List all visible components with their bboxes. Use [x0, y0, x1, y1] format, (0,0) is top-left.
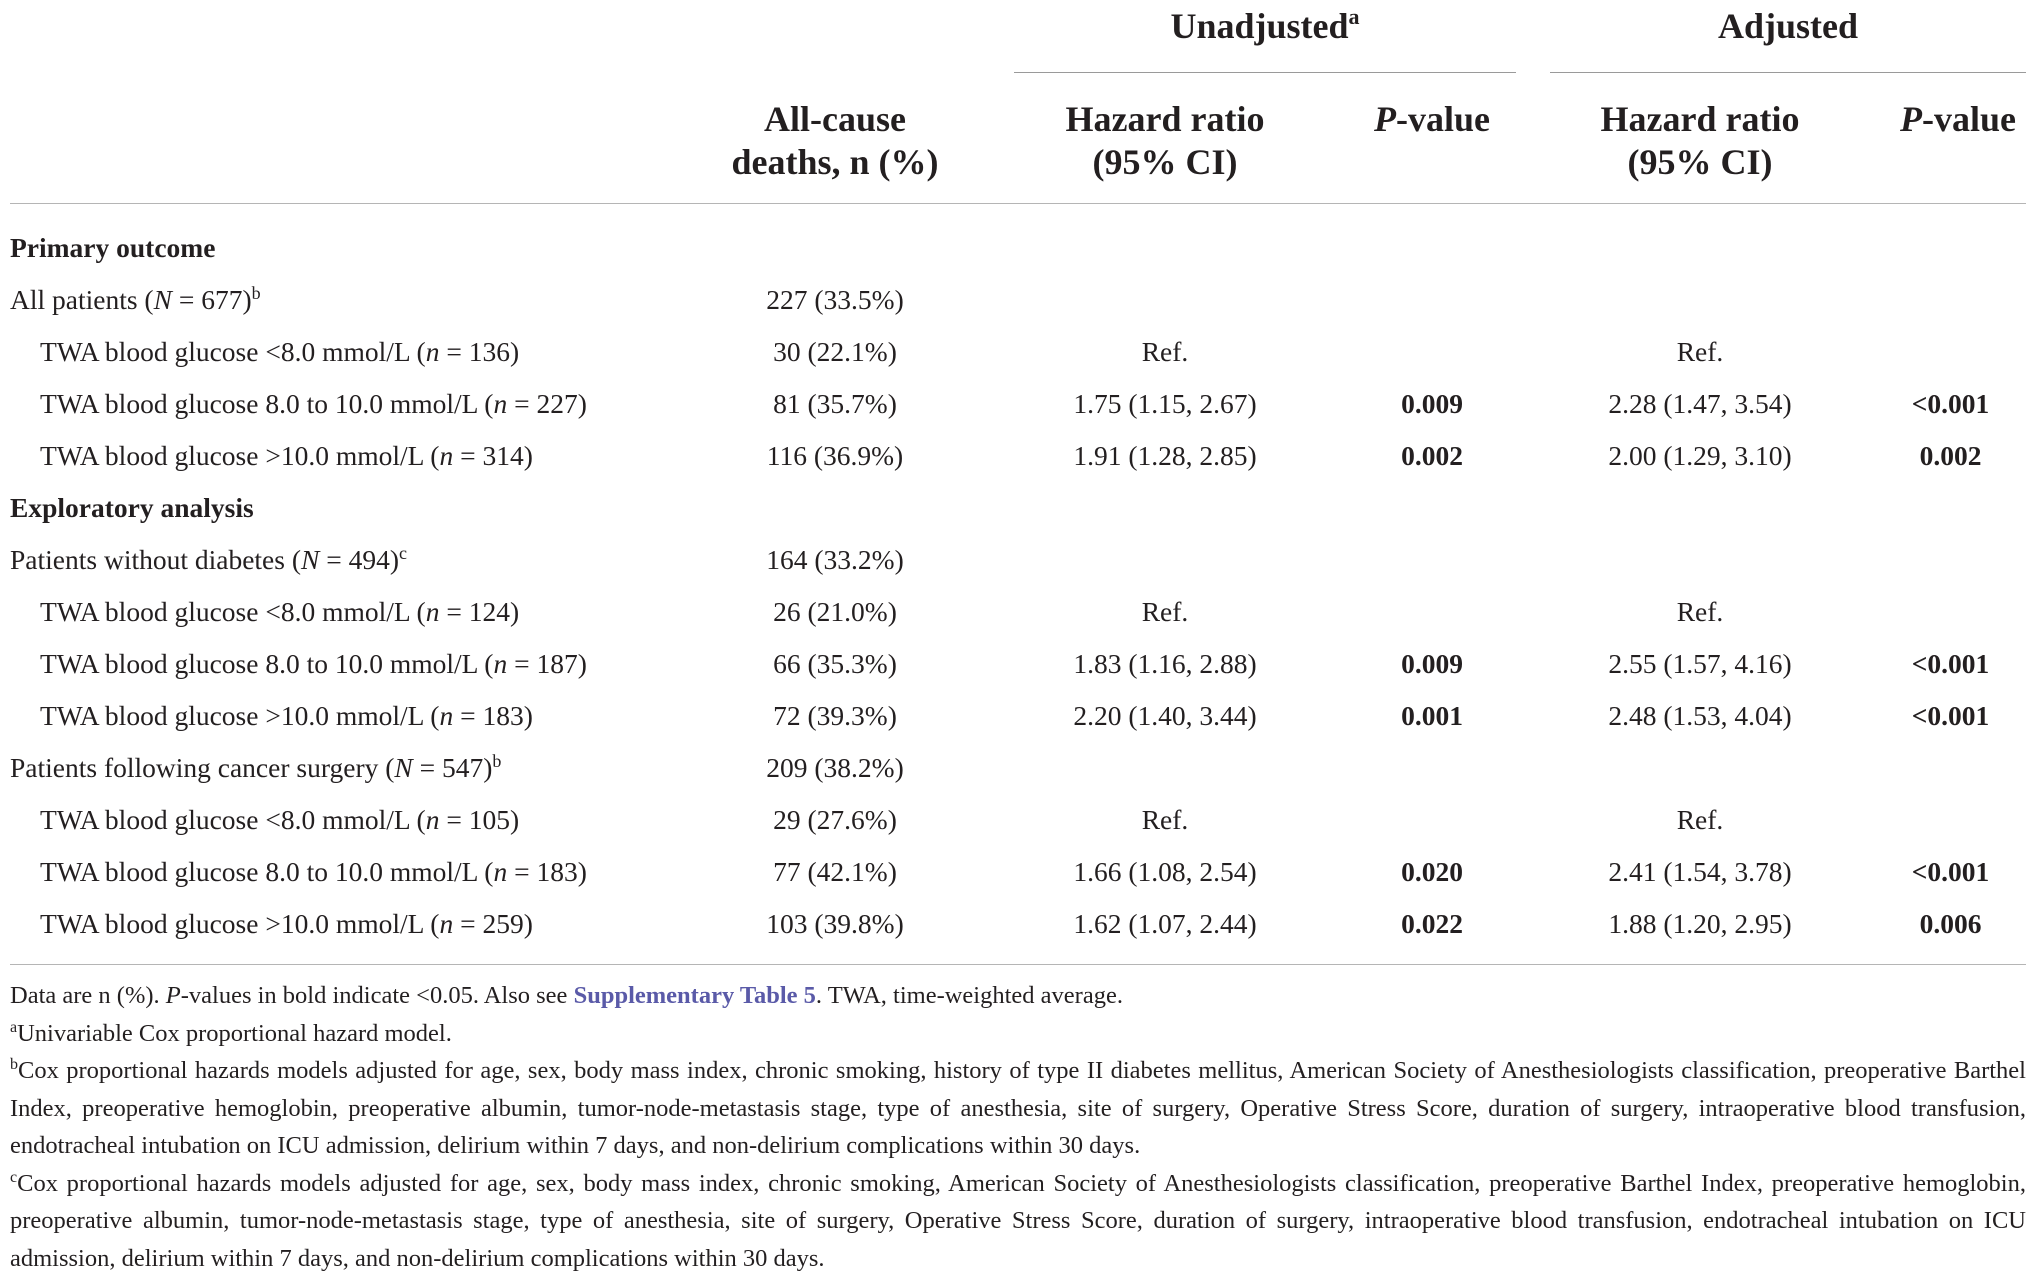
unadjusted-group-header [1014, 4, 1516, 48]
adjusted-hr-cell: 2.48 (1.53, 4.04) [1608, 700, 1792, 731]
unadjusted-hr-cell: Ref. [1141, 336, 1189, 367]
row-label-count: = 183) [453, 700, 533, 731]
deaths-column-header [710, 98, 960, 184]
row-label-count: = 259) [453, 908, 533, 939]
deaths-cell: 30 (22.1%) [773, 336, 897, 367]
row-label-variable: N [153, 284, 172, 315]
adjusted-p-cell: <0.001 [1911, 648, 1990, 679]
row-label-count: = 547) [412, 752, 493, 783]
adjusted-hr-cell: 1.88 (1.20, 2.95) [1608, 908, 1792, 939]
deaths-cell: 103 (39.8%) [766, 908, 904, 939]
table-row [10, 690, 2026, 742]
row-label [40, 898, 533, 950]
footnote-c [10, 1165, 2026, 1278]
footnote-a-text: Univariable Cox proportional hazard model. [17, 1019, 452, 1047]
row-label-text: TWA blood glucose 8.0 to 10.0 mmol/L ( [40, 856, 494, 887]
unadjusted-p-header-rest: -value [1396, 99, 1490, 139]
footnote-mark: b [492, 751, 502, 771]
row-label-count: = 677) [171, 284, 252, 315]
row-label-text: TWA blood glucose <8.0 mmol/L ( [40, 804, 426, 835]
group-label [10, 534, 407, 586]
unadjusted-p-cell: 0.009 [1401, 648, 1463, 679]
adjusted-hr-column-header [1575, 98, 1825, 184]
table-row [10, 846, 2026, 898]
row-label-text: Patients following cancer surgery ( [10, 752, 395, 783]
adjusted-hr-cell: 2.41 (1.54, 3.78) [1608, 856, 1792, 887]
group-label [10, 274, 261, 326]
unadjusted-p-cell: 0.020 [1401, 856, 1463, 887]
row-label-variable: n [493, 856, 508, 887]
row-label-text: TWA blood glucose <8.0 mmol/L ( [40, 596, 426, 627]
data-note-part1: Data are n (%). [10, 982, 166, 1009]
unadjusted-p-header-italic: P [1374, 99, 1396, 139]
deaths-header-line2: deaths, n (%) [731, 142, 939, 182]
row-label-text: All patients ( [10, 284, 154, 315]
table-row [10, 274, 2026, 326]
footnote-c-mark: c [10, 1168, 18, 1186]
row-label-count: = 494) [319, 544, 400, 575]
group-label [10, 742, 501, 794]
deaths-cell: 81 (35.7%) [773, 388, 897, 419]
unadjusted-p-cell: 0.009 [1401, 388, 1463, 419]
unadjusted-hr-cell: Ref. [1141, 596, 1189, 627]
table-row [10, 586, 2026, 638]
footnote-b-mark: b [10, 1056, 18, 1073]
row-label-variable: n [425, 596, 440, 627]
adjusted-hr-header-line2: (95% CI) [1627, 142, 1773, 182]
row-label [40, 690, 533, 742]
unadjusted-p-cell: 0.001 [1401, 700, 1463, 731]
row-label [40, 326, 519, 378]
row-label [40, 638, 587, 690]
adjusted-group-header [1550, 4, 2026, 48]
table-row [10, 430, 2026, 482]
deaths-cell: 227 (33.5%) [766, 284, 904, 315]
deaths-cell: 29 (27.6%) [773, 804, 897, 835]
row-label-variable: n [425, 336, 440, 367]
row-label-variable: n [439, 440, 454, 471]
adjusted-p-header-rest: -value [1922, 99, 2016, 139]
row-label-count: = 136) [439, 336, 520, 367]
adjusted-p-header-italic: P [1900, 99, 1922, 139]
table-body [10, 222, 2026, 950]
row-label [40, 794, 519, 846]
unadjusted-hr-header-line1: Hazard ratio [1065, 99, 1265, 139]
row-label-count: = 183) [507, 856, 587, 887]
adjusted-hr-cell: Ref. [1676, 804, 1724, 835]
unadjusted-hr-cell: 1.83 (1.16, 2.88) [1073, 648, 1257, 679]
footnote-b-text: Cox proportional hazards models adjusted for age, sex, body mass index, chronic smoking, history of type II diabetes mellitus, American Society of Anesthesiologists classification, preoperative Barthel Index, preoperative hemoglobin, preoperative albumin, tumor-node-metastasis stage, type of anesthesia, site of surgery, Operative Stress Score, duration of surgery, intraoperative blood transfusion, endotracheal intubation on ICU admission, delirium within 7 days, and non-delirium complications within 30 days. [10, 1057, 2026, 1159]
row-label-text: TWA blood glucose 8.0 to 10.0 mmol/L ( [40, 388, 494, 419]
data-note-part3: . TWA, time-weighted average. [815, 982, 1123, 1009]
adjusted-group-rule [1550, 72, 2026, 73]
table-row [10, 378, 2026, 430]
unadjusted-p-column-header [1332, 98, 1532, 141]
row-label [40, 586, 519, 638]
row-label-variable: n [493, 388, 508, 419]
table-row [10, 326, 2026, 378]
row-label-text: TWA blood glucose >10.0 mmol/L ( [40, 700, 440, 731]
adjusted-p-cell: 0.006 [1919, 908, 1982, 939]
row-label-variable: n [439, 908, 454, 939]
results-table [10, 0, 2026, 1284]
unadjusted-hr-cell: 1.62 (1.07, 2.44) [1073, 908, 1257, 939]
adjusted-p-column-header [1890, 98, 2026, 141]
adjusted-p-cell: <0.001 [1911, 388, 1990, 419]
unadjusted-hr-cell: Ref. [1141, 804, 1189, 835]
data-note [10, 977, 2026, 1015]
row-label-variable: n [493, 648, 508, 679]
supplementary-table-link[interactable]: Supplementary Table 5 [573, 982, 816, 1009]
row-label [40, 378, 587, 430]
row-label-count: = 124) [439, 596, 520, 627]
deaths-cell: 209 (38.2%) [766, 752, 904, 783]
adjusted-hr-cell: 2.00 (1.29, 3.10) [1608, 440, 1792, 471]
deaths-cell: 116 (36.9%) [766, 440, 904, 471]
table-row [10, 794, 2026, 846]
table-row [10, 534, 2026, 586]
adjusted-hr-cell: Ref. [1676, 336, 1724, 367]
data-note-part2: -values in bold indicate <0.05. Also see [180, 982, 574, 1009]
row-label [40, 430, 533, 482]
footnote-a-mark: a [10, 1018, 18, 1036]
adjusted-hr-header-line1: Hazard ratio [1600, 99, 1800, 139]
row-label-text: TWA blood glucose <8.0 mmol/L ( [40, 336, 426, 367]
footnote-a [10, 1015, 2026, 1053]
row-label-text: Patients without diabetes ( [10, 544, 301, 575]
table-row [10, 638, 2026, 690]
unadjusted-hr-cell: 1.66 (1.08, 2.54) [1073, 856, 1257, 887]
unadjusted-p-cell: 0.022 [1401, 908, 1463, 939]
deaths-cell: 77 (42.1%) [773, 856, 897, 887]
row-label-text: TWA blood glucose 8.0 to 10.0 mmol/L ( [40, 648, 494, 679]
row-label-variable: N [301, 544, 320, 575]
row-label-variable: n [439, 700, 454, 731]
adjusted-hr-cell: 2.55 (1.57, 4.16) [1608, 648, 1792, 679]
row-label-text: TWA blood glucose >10.0 mmol/L ( [40, 440, 440, 471]
adjusted-label: Adjusted [1717, 6, 1859, 46]
unadjusted-hr-column-header [1040, 98, 1290, 184]
unadjusted-p-cell: 0.002 [1401, 440, 1463, 471]
adjusted-hr-cell: Ref. [1676, 596, 1724, 627]
adjusted-p-cell: 0.002 [1919, 440, 1982, 471]
adjusted-p-cell: <0.001 [1911, 700, 1990, 731]
deaths-header-line1: All-cause [764, 99, 906, 139]
row-label [40, 846, 587, 898]
row-label-text: TWA blood glucose >10.0 mmol/L ( [40, 908, 440, 939]
header-bottom-rule [10, 203, 2026, 204]
deaths-cell: 66 (35.3%) [773, 648, 897, 679]
unadjusted-hr-cell: 1.75 (1.15, 2.67) [1073, 388, 1257, 419]
row-label-count: = 227) [507, 388, 587, 419]
adjusted-hr-cell: 2.28 (1.47, 3.54) [1608, 388, 1792, 419]
row-label-count: = 105) [439, 804, 520, 835]
section-row [10, 222, 2026, 274]
unadjusted-label: Unadjusted [1170, 6, 1349, 46]
section-heading: Exploratory analysis [10, 492, 254, 523]
footnote-c-text: Cox proportional hazards models adjusted for age, sex, body mass index, chronic smoking, American Society of Anesthesiologists classification, preoperative Barthel Index, preoperative hemoglobin, preoperative albumin, tumor-node-metastasis stage, type of anesthesia, site of surgery, Operative Stress Score, duration of surgery, intraoperative blood transfusion, endotracheal intubation on ICU admission, delirium within 7 days, and non-delirium complications within 30 days. [10, 1169, 2026, 1272]
data-note-p-italic: P [165, 982, 181, 1009]
unadjusted-hr-cell: 2.20 (1.40, 3.44) [1073, 700, 1257, 731]
footnote-mark: b [251, 283, 261, 303]
unadjusted-group-rule [1014, 72, 1516, 73]
row-label-count: = 314) [453, 440, 533, 471]
footnote-mark: c [399, 543, 408, 563]
footnote-b [10, 1052, 2026, 1165]
row-label-variable: N [394, 752, 413, 783]
deaths-cell: 72 (39.3%) [773, 700, 897, 731]
unadjusted-hr-cell: 1.91 (1.28, 2.85) [1073, 440, 1257, 471]
table-row [10, 742, 2026, 794]
deaths-cell: 26 (21.0%) [773, 596, 897, 627]
table-bottom-rule [10, 964, 2026, 965]
table-row [10, 898, 2026, 950]
adjusted-p-cell: <0.001 [1911, 856, 1990, 887]
footnotes [10, 977, 2026, 1277]
row-label-count: = 187) [507, 648, 587, 679]
row-label-variable: n [425, 804, 440, 835]
unadjusted-footnote-mark: a [1348, 4, 1360, 29]
deaths-cell: 164 (33.2%) [766, 544, 904, 575]
section-heading: Primary outcome [10, 232, 216, 263]
section-row [10, 482, 2026, 534]
unadjusted-hr-header-line2: (95% CI) [1092, 142, 1238, 182]
